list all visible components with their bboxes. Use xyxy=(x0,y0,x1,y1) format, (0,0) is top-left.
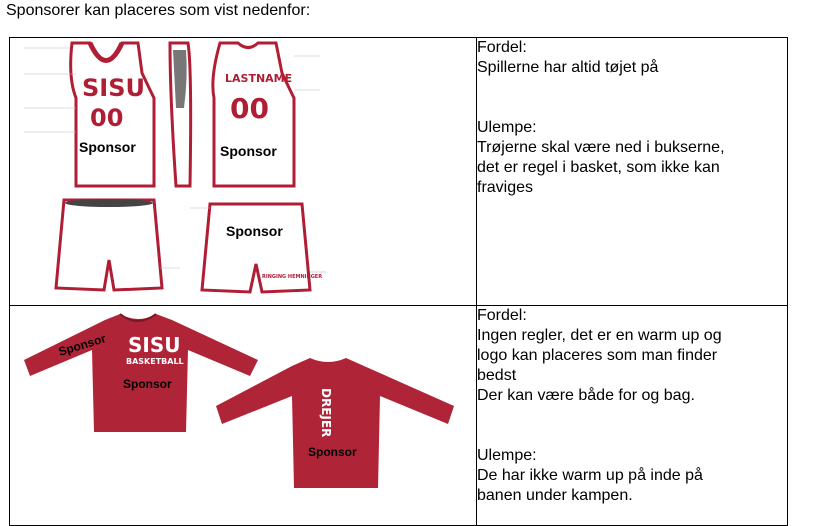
pro-line: Der kan være både for og bag. xyxy=(477,387,695,404)
con-line: Trøjerne skal være ned i bukserne, xyxy=(477,139,725,156)
con-line: De har ikke warm up på inde på xyxy=(477,467,703,484)
sleeve-sponsor-label: Sponsor xyxy=(56,331,108,359)
pro-label: Fordel: xyxy=(477,307,527,324)
warmup-figure-cell xyxy=(10,306,477,526)
con-line: fraviges xyxy=(477,179,534,196)
pro-line: Ingen regler, det er en warm up og xyxy=(477,327,722,344)
jersey-figure xyxy=(10,38,476,300)
warmup-sub-text: BASKETBALL xyxy=(126,357,184,366)
pro-label: Fordel: xyxy=(477,39,527,56)
con-line: det er regel i basket, som ikke kan xyxy=(477,159,720,176)
shorts-sponsor-label: Sponsor xyxy=(226,223,283,239)
side-panel xyxy=(170,43,191,186)
warmup-figure xyxy=(10,306,476,520)
back-warmup-sponsor-label: Sponsor xyxy=(308,445,357,459)
con-label: Ulempe: xyxy=(477,119,537,136)
sponsor-table xyxy=(9,37,788,526)
pro-line: bedst xyxy=(477,367,517,384)
pro-line: Spillerne har altid tøjet på xyxy=(477,59,659,76)
back-sponsor-label: Sponsor xyxy=(220,143,277,159)
back-jersey xyxy=(213,43,294,186)
front-sponsor-label: Sponsor xyxy=(79,139,136,155)
pro-line: logo kan placeres som man finder xyxy=(477,347,718,364)
jersey-figure-cell xyxy=(10,38,477,306)
front-warmup-sponsor-label: Sponsor xyxy=(123,377,172,391)
front-shorts xyxy=(56,199,162,290)
table-row xyxy=(10,38,788,306)
con-label: Ulempe: xyxy=(477,447,537,464)
back-number-text: 00 xyxy=(230,92,269,125)
front-jersey xyxy=(71,43,154,186)
shorts-brand-text: RINGING HEMNINGER xyxy=(262,274,323,280)
con-line: banen under kampen. xyxy=(477,487,633,504)
front-number-text: 00 xyxy=(90,104,124,132)
intro-text: Sponsorer kan placeres som vist nedenfor: xyxy=(6,2,311,19)
table-row xyxy=(10,306,788,526)
front-team-text: SISU xyxy=(82,74,145,102)
back-shorts xyxy=(202,204,322,292)
warmup-team-text: SISU xyxy=(128,333,181,357)
jersey-description-cell xyxy=(477,38,788,306)
back-warmup-shirt xyxy=(216,358,454,488)
back-warmup-name-text: DREJER xyxy=(319,388,333,438)
warmup-description-cell xyxy=(477,306,788,526)
back-name-text: LASTNAME xyxy=(225,72,293,85)
